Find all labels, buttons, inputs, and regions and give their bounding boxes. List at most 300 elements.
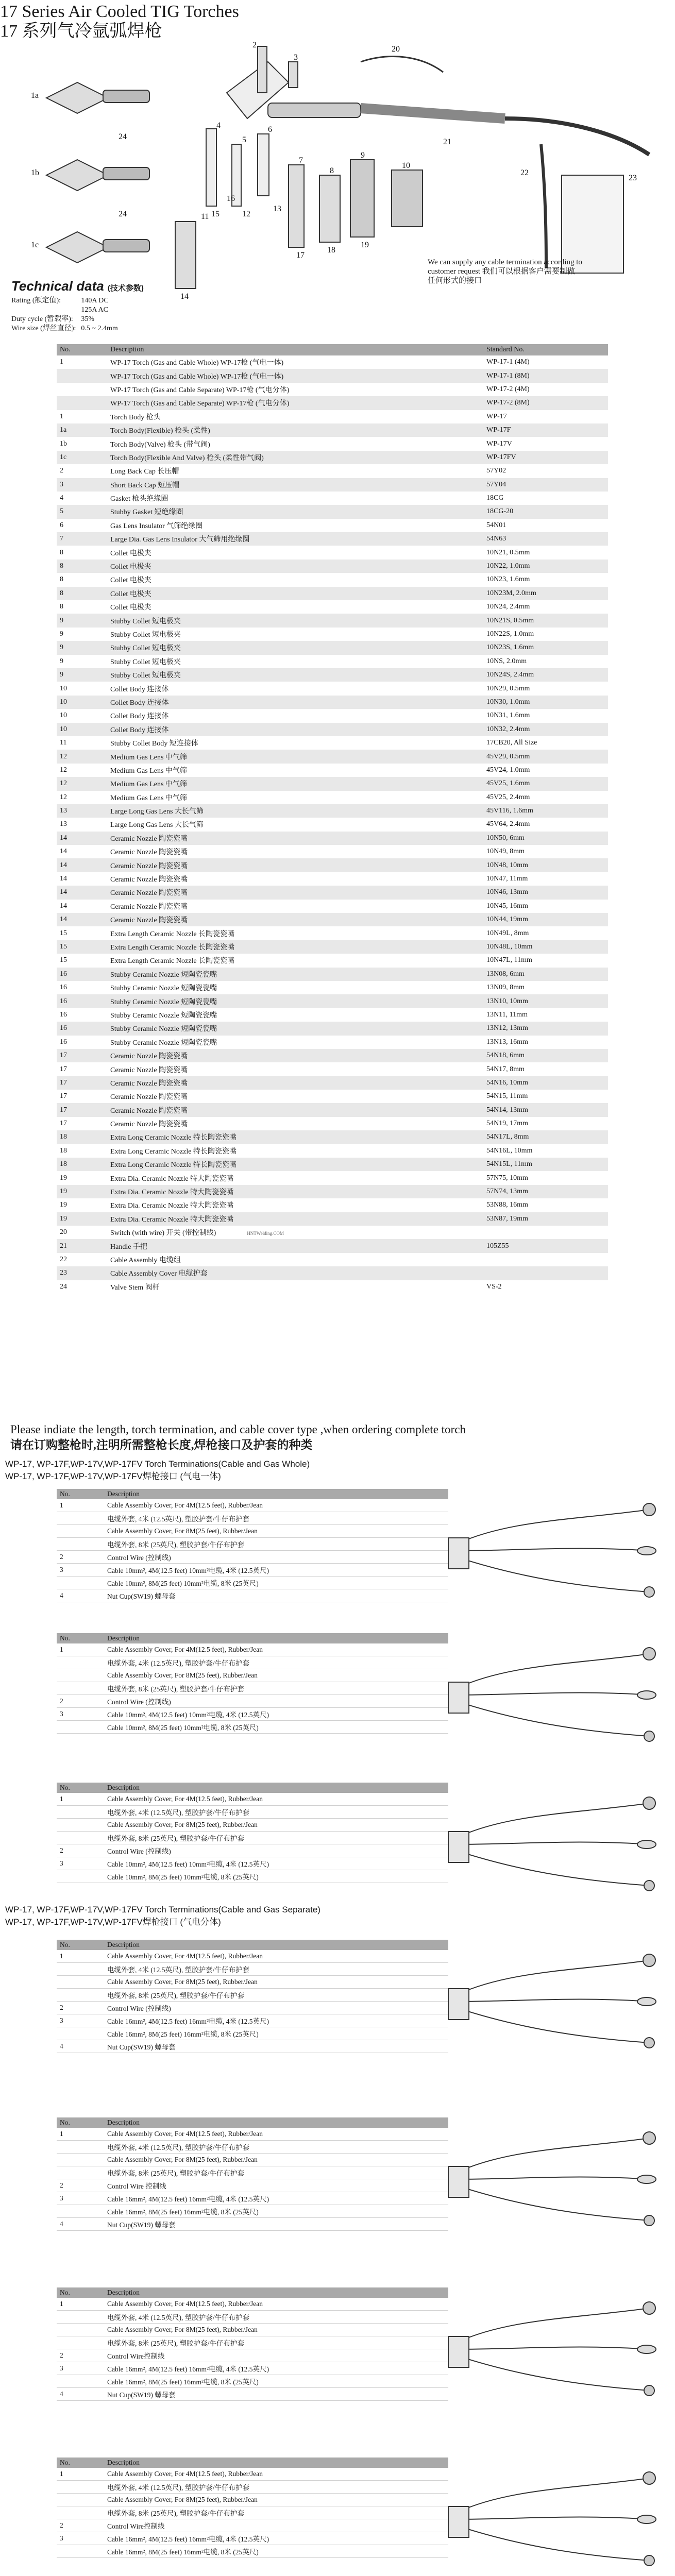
- term-no: [57, 2545, 104, 2558]
- section-separate-en: WP-17, WP-17F,WP-17V,WP-17FV Torch Terminations(Cable and Gas Separate): [5, 1905, 320, 1914]
- part-std: 13N11, 11mm: [486, 1010, 528, 1019]
- parts-row: [57, 410, 608, 423]
- label-3: 3: [294, 53, 298, 62]
- part-desc: Stubby Ceramic Nozzle 短陶瓷瓷嘴: [107, 1022, 483, 1035]
- part-desc: Stubby Ceramic Nozzle 短陶瓷瓷嘴: [110, 1011, 217, 1020]
- part-desc: Large Long Gas Lens 大长气筛: [110, 821, 204, 829]
- part-no: 18: [60, 1146, 67, 1155]
- part-desc: Stubby Collet 短电极夹: [110, 631, 181, 639]
- part-std: 54N16L, 10mm: [486, 1146, 533, 1155]
- order-note-en: Please indiate the length, torch termination, and cable cover type ,when ordering complete torch: [10, 1423, 466, 1436]
- term-desc: 电缆外套, 4米 (12.5英尺), 塑胶护套/牛仔布护套: [104, 1806, 448, 1819]
- term-desc: Nut Cup(SW19) 螺母套: [104, 2388, 448, 2401]
- label-23: 23: [629, 174, 637, 182]
- part-no: 1: [60, 412, 63, 420]
- part-no: 17: [60, 1120, 67, 1128]
- tech-row: [11, 296, 123, 306]
- term-desc: Nut Cup(SW19) 螺母套: [104, 1589, 448, 1602]
- part-std: 54N17, 8mm: [486, 1065, 525, 1073]
- termination-row: [57, 2506, 448, 2519]
- term-no: 3: [57, 1857, 104, 1870]
- part-no: 16: [60, 1010, 67, 1019]
- term-no: 4: [57, 1589, 104, 1602]
- col-desc: Description: [104, 2117, 448, 2128]
- label-13: 13: [273, 205, 281, 213]
- term-no: 4: [57, 2040, 104, 2053]
- part-std: 54N19, 17mm: [486, 1120, 528, 1128]
- term-desc: Control Wire控制线: [104, 2519, 448, 2532]
- part-desc: Switch (with wire) 开关 (带控制线) HNTWelding.COM: [110, 1229, 284, 1238]
- term-no: [57, 1656, 104, 1669]
- term-desc: 电缆外套, 4米 (12.5英尺), 塑胶护套/牛仔布护套: [104, 1963, 448, 1976]
- parts-table: [57, 344, 608, 1294]
- part-desc: Extra Length Ceramic Nozzle 长陶瓷瓷嘴: [110, 957, 235, 965]
- tech-label: Wire size (焊丝直径):: [11, 325, 76, 332]
- part-desc: Extra Long Ceramic Nozzle 特长陶瓷瓷嘴: [110, 1147, 237, 1156]
- part-no: 6: [60, 521, 63, 529]
- part-std: 45V24, 1.0mm: [486, 766, 530, 774]
- part-desc: Ceramic Nozzle 陶瓷瓷嘴: [107, 1103, 483, 1116]
- part-std: WP-17-1 (8M): [483, 369, 608, 382]
- termination-figure: [443, 1633, 660, 1757]
- parts-row: [57, 858, 608, 872]
- part-desc: Stubby Ceramic Nozzle 短陶瓷瓷嘴: [107, 968, 483, 981]
- part-desc: Valve Stem 阀杆: [110, 1283, 160, 1292]
- part-desc: Stubby Ceramic Nozzle 短陶瓷瓷嘴: [110, 1039, 217, 1047]
- part-std: 18CG: [486, 494, 504, 502]
- parts-row: [57, 1062, 608, 1076]
- tech-heading: Technical data: [11, 278, 104, 294]
- part-desc: Extra Dia. Ceramic Nozzle 特大陶瓷瓷嘴: [110, 1175, 234, 1183]
- parts-row: [57, 940, 608, 954]
- part-std: 54N18, 6mm: [483, 1049, 608, 1062]
- part-desc: Stubby Ceramic Nozzle 短陶瓷瓷嘴: [110, 985, 217, 993]
- label-1a: 1a: [31, 91, 39, 100]
- term-desc: Cable Assembly Cover, For 4M(12.5 feet), Rubber/Jean: [104, 2128, 448, 2141]
- part-std: 10N30, 1.0mm: [483, 696, 608, 709]
- term-desc: 电缆外套, 4米 (12.5英尺), 塑胶护套/牛仔布护套: [104, 2481, 448, 2494]
- part-desc: Torch Body 枪头: [110, 413, 161, 421]
- parts-row: [57, 1158, 608, 1171]
- part-no: [57, 369, 107, 382]
- term-desc: Cable Assembly Cover, For 4M(12.5 feet), Rubber/Jean: [104, 2298, 448, 2311]
- part-no: 9: [57, 668, 107, 682]
- termination-figure: [443, 2458, 660, 2576]
- term-no: [57, 1538, 104, 1551]
- termination-figure: [443, 1783, 660, 1906]
- parts-row: [57, 682, 608, 695]
- col-no: No.: [57, 1489, 104, 1499]
- label-20: 20: [392, 45, 400, 54]
- parts-row: [57, 1144, 608, 1158]
- part-no: 9: [57, 641, 107, 654]
- term-desc: Cable 10mm², 8M(25 feet) 10mm²电缆, 8米 (25英尺): [104, 1721, 448, 1734]
- part-std: 10N50, 6mm: [483, 832, 608, 845]
- part-desc: Collet 电极夹: [110, 549, 151, 557]
- part-no: 21: [57, 1239, 107, 1252]
- label-14: 14: [180, 292, 189, 301]
- part-desc: Stubby Gasket 短绝缘圈: [107, 505, 483, 518]
- part-desc: Stubby Ceramic Nozzle 短陶瓷瓷嘴: [107, 994, 483, 1008]
- part-no: 2: [60, 467, 63, 475]
- parts-row: [57, 628, 608, 641]
- parts-row: [57, 764, 608, 777]
- parts-row: [57, 1130, 608, 1144]
- part-no: 7: [57, 532, 107, 546]
- part-no: 12: [60, 766, 67, 774]
- parts-row: [57, 641, 608, 654]
- term-no: [57, 1525, 104, 1538]
- custom-termination-note: We can supply any cable termination according to customer request 我们可以根据客户需要制做任何形式的接口: [428, 258, 582, 285]
- parts-row: [57, 709, 608, 722]
- part-std: 13N09, 8mm: [486, 984, 525, 992]
- part-desc: Gas Lens Insulator 气筛绝缘圈: [110, 522, 203, 530]
- parts-row: [57, 1239, 608, 1252]
- termination-table: [57, 1783, 448, 1883]
- part-no: 8: [60, 548, 63, 556]
- term-no: [57, 2506, 104, 2519]
- label-15: 15: [211, 210, 220, 218]
- term-desc: Cable Assembly Cover, For 8M(25 feet), Rubber/Jean: [104, 1669, 448, 1682]
- order-note-cn: 请在订购整枪时,注明所需整枪长度,焊枪接口及护套的种类: [10, 1438, 313, 1451]
- tech-value: 0.5 ~ 2.4mm: [81, 325, 118, 332]
- label-11: 11: [201, 212, 209, 221]
- term-desc: 电缆外套, 8米 (25英尺), 塑胶护套/牛仔布护套: [104, 1832, 448, 1844]
- part-desc: Short Back Cap 短压帽: [107, 478, 483, 492]
- part-no: 17: [57, 1049, 107, 1062]
- col-desc: Description: [104, 2458, 448, 2468]
- termination-table: [57, 1633, 448, 1734]
- part-std: 54N63: [483, 532, 608, 546]
- part-desc: Ceramic Nozzle 陶瓷瓷嘴: [110, 903, 188, 911]
- term-desc: 电缆外套, 4米 (12.5英尺), 塑胶护套/牛仔布护套: [104, 1656, 448, 1669]
- term-no: [57, 2375, 104, 2388]
- part-no: 20: [60, 1228, 67, 1236]
- termination-row: [57, 1695, 448, 1708]
- part-std: WP-17-2 (4M): [486, 385, 530, 393]
- col-desc: Description: [107, 344, 483, 355]
- term-no: [57, 2027, 104, 2040]
- term-desc: Control Wire (控制线): [104, 1844, 448, 1857]
- termination-row: [57, 1589, 448, 1602]
- part-desc: Collet Body 连接体: [110, 713, 169, 721]
- termination-row: [57, 1564, 448, 1577]
- part-no: [57, 383, 107, 396]
- part-std: 10N23, 1.6mm: [486, 575, 530, 584]
- term-desc: Cable Assembly Cover, For 4M(12.5 feet), Rubber/Jean: [104, 1643, 448, 1656]
- part-std: 105Z55: [483, 1239, 608, 1252]
- part-std: VS-2: [486, 1282, 502, 1291]
- termination-table: [57, 1940, 448, 2053]
- term-no: 1: [57, 2298, 104, 2311]
- term-no: 3: [57, 2532, 104, 2545]
- part-desc: Ceramic Nozzle 陶瓷瓷嘴: [107, 1049, 483, 1062]
- col-desc: Description: [104, 1633, 448, 1643]
- term-no: [57, 2311, 104, 2324]
- parts-row: [57, 804, 608, 818]
- part-no: 17: [60, 1092, 67, 1100]
- part-std: WP-17-2 (8M): [483, 396, 608, 410]
- term-desc: Control Wire控制线: [104, 2349, 448, 2362]
- parts-row: [57, 1090, 608, 1103]
- term-no: 3: [57, 2192, 104, 2205]
- part-std: 17CB20, All Size: [486, 739, 537, 747]
- part-no: 1a: [57, 423, 107, 437]
- part-no: 17: [60, 1065, 67, 1073]
- parts-row: [57, 1022, 608, 1035]
- col-no: No.: [57, 2287, 104, 2298]
- term-desc: Cable 16mm², 4M(12.5 feet) 16mm²电缆, 4米 (12.5英尺): [104, 2362, 448, 2375]
- part-std: 10N23M, 2.0mm: [483, 587, 608, 600]
- part-no: 10: [57, 696, 107, 709]
- term-no: [57, 1976, 104, 1989]
- termination-row: [57, 1682, 448, 1695]
- term-desc: Cable Assembly Cover, For 4M(12.5 feet), Rubber/Jean: [104, 1499, 448, 1512]
- part-desc: WP-17 Torch (Gas and Cable Separate) WP-17枪 (气电分体): [107, 396, 483, 410]
- termination-row: [57, 1870, 448, 1883]
- termination-row: [57, 2349, 448, 2362]
- part-no: 18: [57, 1130, 107, 1144]
- part-std: 10N49L, 8mm: [486, 929, 529, 937]
- term-desc: 电缆外套, 8米 (25英尺), 塑胶护套/牛仔布护套: [104, 2166, 448, 2179]
- term-desc: Control Wire 控制线: [104, 2179, 448, 2192]
- part-std: WP-17: [486, 412, 507, 420]
- part-no: 1c: [57, 451, 107, 464]
- part-desc: Large Dia. Gas Lens Insulator 大气筛用绝缘圈: [107, 532, 483, 546]
- termination-row: [57, 2545, 448, 2558]
- page-title: [0, 2, 239, 41]
- part-no: 14: [60, 902, 67, 910]
- termination-figure: [443, 2287, 660, 2411]
- term-no: 2: [57, 1695, 104, 1708]
- termination-row: [57, 2154, 448, 2166]
- part-no: 15: [60, 956, 67, 964]
- part-no: 16: [57, 1022, 107, 1035]
- parts-row: [57, 1103, 608, 1116]
- termination-row: [57, 1656, 448, 1669]
- termination-table: [57, 1489, 448, 1602]
- term-desc: 电缆外套, 8米 (25英尺), 塑胶护套/牛仔布护套: [104, 1538, 448, 1551]
- part-std: 10N48L, 10mm: [483, 940, 608, 954]
- termination-row: [57, 2205, 448, 2218]
- label-7: 7: [299, 156, 303, 165]
- part-std: 10N45, 16mm: [486, 902, 528, 910]
- termination-row: [57, 2388, 448, 2401]
- term-desc: Cable Assembly Cover, For 8M(25 feet), Rubber/Jean: [104, 2494, 448, 2506]
- term-no: 4: [57, 2218, 104, 2231]
- col-no: No.: [57, 1940, 104, 1950]
- parts-row: [57, 423, 608, 437]
- termination-row: [57, 1806, 448, 1819]
- term-no: [57, 1870, 104, 1883]
- part-std: 10N31, 1.6mm: [486, 711, 530, 720]
- termination-figure: [443, 1489, 660, 1613]
- label-24b: 24: [119, 210, 127, 218]
- termination-row: [57, 1499, 448, 1512]
- part-std: 10N49, 8mm: [486, 848, 525, 856]
- part-no: 17: [57, 1103, 107, 1116]
- term-desc: Cable Assembly Cover, For 4M(12.5 feet), Rubber/Jean: [104, 1793, 448, 1806]
- term-desc: Cable 10mm², 4M(12.5 feet) 10mm²电缆, 4米 (12.5英尺): [104, 1564, 448, 1577]
- parts-row: [57, 954, 608, 967]
- termination-row: [57, 2128, 448, 2141]
- term-no: [57, 1577, 104, 1589]
- parts-row: [57, 1226, 608, 1239]
- part-desc: Ceramic Nozzle 陶瓷瓷嘴: [107, 832, 483, 845]
- term-desc: Cable Assembly Cover, For 8M(25 feet), Rubber/Jean: [104, 1976, 448, 1989]
- part-std: 13N12, 13mm: [483, 1022, 608, 1035]
- part-desc: Collet Body 连接体: [107, 723, 483, 736]
- part-desc: Extra Dia. Ceramic Nozzle 特大陶瓷瓷嘴: [107, 1185, 483, 1198]
- part-desc: Ceramic Nozzle 陶瓷瓷嘴: [110, 1121, 188, 1129]
- part-no: 12: [60, 793, 67, 801]
- label-1c: 1c: [31, 241, 39, 249]
- part-no: 4: [60, 494, 63, 502]
- col-no: No.: [57, 2458, 104, 2468]
- part-std: WP-17F: [483, 423, 608, 437]
- term-no: [57, 1819, 104, 1832]
- parts-row: [57, 886, 608, 899]
- parts-row: [57, 1185, 608, 1198]
- tech-value: 125A AC: [81, 306, 108, 314]
- term-no: 2: [57, 2179, 104, 2192]
- termination-table: [57, 2458, 448, 2558]
- part-desc: Collet Body 连接体: [110, 685, 169, 693]
- termination-row: [57, 2040, 448, 2053]
- part-no: 18: [57, 1158, 107, 1171]
- term-no: [57, 2205, 104, 2218]
- term-no: 2: [57, 2519, 104, 2532]
- part-no: 1: [60, 358, 63, 366]
- part-desc: Extra Long Ceramic Nozzle 特长陶瓷瓷嘴: [107, 1158, 483, 1171]
- parts-row: [57, 614, 608, 627]
- part-no: 12: [57, 777, 107, 790]
- parts-row: [57, 1076, 608, 1090]
- termination-row: [57, 2311, 448, 2324]
- part-desc: Long Back Cap 长压帽: [110, 468, 179, 476]
- part-desc: Collet Body 连接体: [107, 696, 483, 709]
- parts-row: [57, 437, 608, 450]
- termination-row: [57, 2166, 448, 2179]
- term-no: [57, 1512, 104, 1525]
- termination-row: [57, 2375, 448, 2388]
- part-no: 19: [60, 1174, 67, 1182]
- parts-row: [57, 1036, 608, 1049]
- term-desc: Cable Assembly Cover, For 4M(12.5 feet), Rubber/Jean: [104, 2468, 448, 2481]
- term-no: [57, 1832, 104, 1844]
- term-no: 1: [57, 2128, 104, 2141]
- term-desc: Cable 16mm², 8M(25 feet) 16mm²电缆, 8米 (25英尺): [104, 2027, 448, 2040]
- part-std: 57Y04: [483, 478, 608, 492]
- tech-label: [11, 306, 81, 315]
- term-desc: Nut Cup(SW19) 螺母套: [104, 2040, 448, 2053]
- term-desc: Cable Assembly Cover, For 8M(25 feet), Rubber/Jean: [104, 1525, 448, 1538]
- col-desc: Description: [104, 1783, 448, 1793]
- part-desc: Handle 手把: [107, 1239, 483, 1252]
- col-desc: Description: [104, 1489, 448, 1499]
- part-no: 19: [60, 1201, 67, 1209]
- term-no: [57, 2324, 104, 2336]
- termination-row: [57, 1525, 448, 1538]
- term-desc: Cable 16mm², 8M(25 feet) 16mm²电缆, 8米 (25英尺): [104, 2205, 448, 2218]
- torch-body-1c: [46, 232, 149, 263]
- label-12: 12: [242, 210, 250, 218]
- part-std: 45V116, 1.6mm: [483, 804, 608, 818]
- part-no: 8: [60, 575, 63, 584]
- part-std: 18CG-20: [483, 505, 608, 518]
- part-desc: Cable Assembly 电缆组: [110, 1256, 181, 1264]
- section-whole-heading: [5, 1458, 310, 1483]
- part-no: 14: [60, 848, 67, 856]
- torch-body-1b: [46, 160, 149, 191]
- parts-row: [57, 818, 608, 831]
- parts-row: [57, 777, 608, 790]
- part-desc: Extra Length Ceramic Nozzle 长陶瓷瓷嘴: [107, 940, 483, 954]
- part-std: 10N24S, 2.4mm: [483, 668, 608, 682]
- part-no: 16: [57, 994, 107, 1008]
- col-no: No.: [57, 1783, 104, 1793]
- part-desc: Ceramic Nozzle 陶瓷瓷嘴: [110, 849, 188, 857]
- tech-value: 35%: [81, 315, 95, 323]
- parts-row: [57, 872, 608, 886]
- part-no: 8: [60, 603, 63, 611]
- termination-row: [57, 1721, 448, 1734]
- term-desc: Cable Assembly Cover, For 8M(25 feet), Rubber/Jean: [104, 1819, 448, 1832]
- part-desc: Large Long Gas Lens 大长气筛: [107, 804, 483, 818]
- label-10: 10: [402, 161, 410, 170]
- part-std: 57N75, 10mm: [486, 1174, 528, 1182]
- termination-row: [57, 1512, 448, 1525]
- termination-row: [57, 2002, 448, 2014]
- parts-row: [57, 1117, 608, 1130]
- term-no: [57, 1963, 104, 1976]
- col-no: No.: [57, 344, 107, 355]
- part-desc: Torch Body(Valve) 枪头 (带气阀): [110, 440, 210, 449]
- termination-row: [57, 2324, 448, 2336]
- termination-row: [57, 1963, 448, 1976]
- tech-table: [11, 296, 123, 333]
- parts-row: [57, 1008, 608, 1022]
- termination-row: [57, 2192, 448, 2205]
- part-std: [483, 1266, 608, 1280]
- part-std: WP-17-1 (4M): [486, 358, 530, 366]
- term-desc: Nut Cup(SW19) 螺母套: [104, 2218, 448, 2231]
- part-desc: WP-17 Torch (Gas and Cable Whole) WP-17枪 (气电一体): [110, 359, 284, 367]
- part-no: [57, 396, 107, 410]
- part-std: 10N23S, 1.6mm: [483, 641, 608, 654]
- termination-row: [57, 1832, 448, 1844]
- part-desc: Medium Gas Lens 中气筛: [107, 750, 483, 763]
- section-whole-cn: WP-17, WP-17F,WP-17V,WP-17FV焊枪接口 (气电一体): [5, 1471, 221, 1481]
- part-desc: Ceramic Nozzle 陶瓷瓷嘴: [107, 858, 483, 872]
- part-no: 15: [60, 929, 67, 937]
- tech-label: Duty cycle (暂载率):: [11, 315, 73, 323]
- part-std: 10N21, 0.5mm: [486, 548, 530, 556]
- label-24: 24: [119, 132, 127, 141]
- parts-row: [57, 396, 608, 410]
- part-std: 13N10, 10mm: [483, 994, 608, 1008]
- term-desc: Cable Assembly Cover, For 8M(25 feet), Rubber/Jean: [104, 2154, 448, 2166]
- termination-figure: [443, 1940, 660, 2063]
- col-no: No.: [57, 1633, 104, 1643]
- part-desc: Collet 电极夹: [110, 604, 151, 612]
- part-desc: WP-17 Torch (Gas and Cable Whole) WP-17枪 (气电一体): [107, 369, 483, 382]
- termination-row: [57, 1538, 448, 1551]
- part-std: 45V64, 2.4mm: [486, 820, 530, 828]
- term-no: [57, 2141, 104, 2154]
- parts-row: [57, 587, 608, 600]
- termination-row: [57, 1708, 448, 1721]
